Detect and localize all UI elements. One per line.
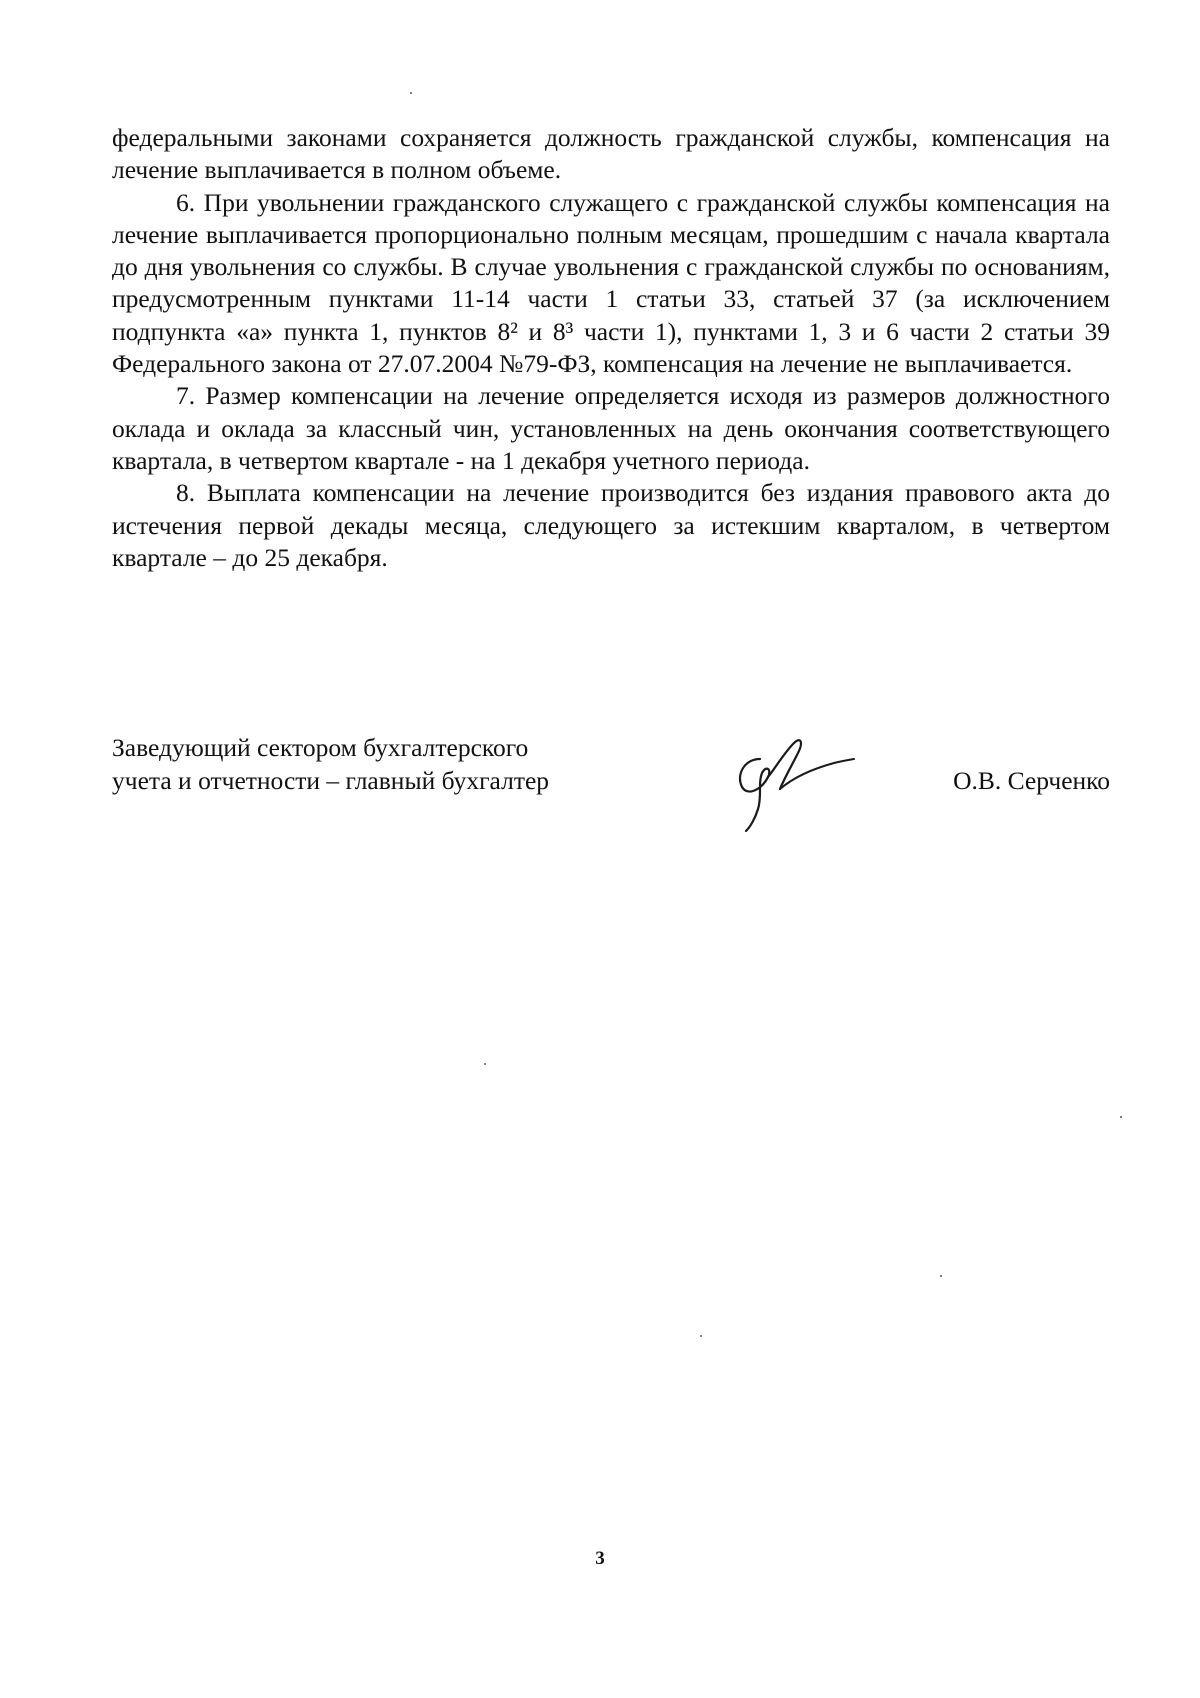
signatory-title-line-1: Заведующий сектором бухгалтерского [112,733,529,762]
scan-speck [410,92,412,94]
scan-speck [484,1063,486,1065]
signatory-name: О.В. Серченко [953,766,1110,795]
scan-speck [1120,1116,1122,1118]
paragraph-item-6: 6. При увольнении гражданского служащего с гражданской службы компенсация на лечение выплачивается пропорционально полным месяцам, прошедшим с начала квартала до дня увольнения со службы. В случае увольнения с гражданской службы по основаниям, предусмотренным пунктами 11-14 части 1 статьи 33, статьей 37 (за исключением подпункта «а» пункта 1, пунктов 8² и 8³ части 1), пунктами 1, 3 и 6 части 2 статьи 39 Федерального закона от 27.07.2004 №79-ФЗ, компенсация на лечение не выплачивается. [112,187,1110,379]
signatory-title [112,731,672,797]
scan-speck [940,1275,942,1277]
paragraph-continuation: федеральными законами сохраняется должность гражданской службы, компенсация на лечение выплачивается в полном объеме. [112,123,1110,185]
scan-speck [700,1335,702,1337]
page-number: 3 [595,1548,605,1569]
paragraph-item-7: 7. Размер компенсации на лечение определяется исходя из размеров должностного оклада и оклада за классный чин, установленных на день окончания соответствующего квартала, в четвертом квартале - на 1 декабря учетного периода. [112,381,1110,475]
handwritten-signature [722,727,872,837]
signatory-title-line-2: учета и отчетности – главный бухгалтер [112,766,550,795]
document-body [112,122,1110,574]
signature-block [112,731,1110,841]
paragraph-item-8: 8. Выплата компенсации на лечение производится без издания правового акта до истечения первой декады месяца, следующего за истекшим кварталом, в четвертом квартале – до 25 декабря. [112,478,1110,572]
